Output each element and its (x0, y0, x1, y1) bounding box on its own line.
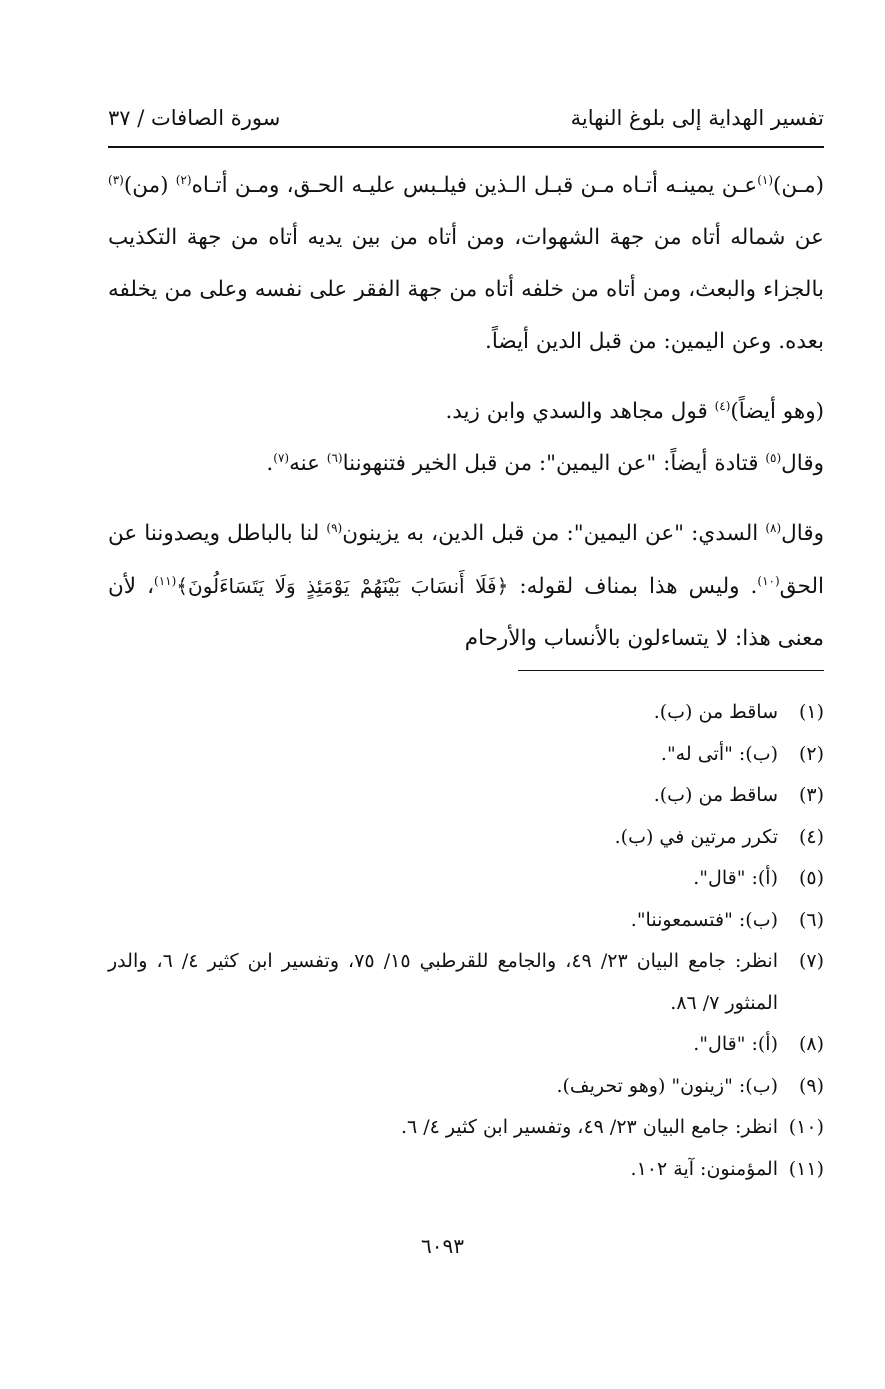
footnote-ref: (١٠) (757, 573, 780, 588)
footnote-number: (٤) (798, 825, 824, 848)
quran-verse: ﴿فَلَا أَنسَابَ بَيْنَهُمْ يَوْمَئِذٍ وَلَا يَتَسَاءَلُونَ﴾ (176, 574, 509, 598)
book-title: تفسير الهداية إلى بلوغ النهاية (570, 106, 824, 130)
footnote-item (108, 775, 824, 817)
footnote-number: (٨) (798, 1033, 824, 1055)
footnote-text: (ب): "أتى له". (660, 742, 778, 765)
footnote-ref: (٩) (326, 520, 343, 535)
paragraph-4 (108, 508, 824, 665)
page-number: ٦٠٩٣ (421, 1234, 464, 1258)
footnote-item (108, 1066, 824, 1108)
footnote-item (108, 941, 824, 1024)
footnote-ref: (٨) (765, 520, 782, 535)
text-run: عنه (289, 451, 327, 476)
footnote-number: (٥) (798, 867, 824, 889)
text-run: لنا بالباطل ويصدوننا عن الحق (108, 521, 824, 599)
footnote-ref: (٦) (326, 450, 343, 465)
paragraph-3 (108, 438, 824, 490)
text-run: قول مجاهد والسدي وابن زيد. (445, 399, 715, 424)
footnote-ref: (٥) (765, 450, 782, 465)
footnote-ref: (١) (757, 172, 774, 187)
footnote-number: (١٠) (788, 1116, 824, 1138)
footnote-item (108, 900, 824, 942)
text-run: . (266, 451, 274, 476)
footnote-text: انظر: جامع البيان ٢٣/ ٤٩، والجامع للقرطبي ١٥/ ٧٥، وتفسير ابن كثير ٤/ ٦، والدر المنثور ٧/ ٨٦. (108, 950, 779, 1014)
footnote-number: (١١) (788, 1157, 824, 1180)
footnote-text: ساقط من (ب). (653, 784, 778, 806)
footnote-text: (ب): "زينون" (وهو تحريف). (556, 1074, 778, 1097)
footnote-ref: (١١) (154, 573, 177, 588)
footnote-ref: (٤) (714, 398, 731, 413)
footnote-number: (٧) (798, 950, 824, 972)
header-rule (108, 146, 824, 148)
footnote-item (108, 692, 824, 734)
footnote-separator (518, 670, 824, 671)
footnote-text: المؤمنون: آية ١٠٢. (630, 1157, 778, 1180)
footnotes-list (108, 692, 824, 1190)
footnote-ref: (٧) (273, 450, 290, 465)
text-run: عـن يمينـه أتـاه مـن قبـل الـذين فيلـبس عليـه الحـق، ومـن أتـاه (191, 173, 758, 198)
text-run: ، لأن معنى هذا: لا يتساءلون بالأنساب والأرحام (108, 574, 824, 651)
text-run: قتادة أيضاً: "عن اليمين": من قبل الخير فتنهوننا (342, 451, 766, 476)
footnote-number: (٩) (798, 1074, 824, 1097)
footnote-text: انظر: جامع البيان ٢٣/ ٤٩، وتفسير ابن كثير ٤/ ٦. (400, 1116, 778, 1138)
footnote-number: (١) (798, 701, 824, 723)
footnote-item (108, 1024, 824, 1066)
text-run: وقال (781, 521, 824, 546)
footnote-item (108, 858, 824, 900)
footnote-item (108, 817, 824, 859)
footnote-number: (٢) (798, 742, 824, 765)
footnote-text: (أ): "قال". (693, 867, 778, 889)
text-run: عن شماله أتاه من جهة الشهوات، ومن أتاه من بين يديه أتاه من جهة التكذيب بالجزاء والبعث، ومن أتاه من خلفه أتاه من جهة الفقر على نفسه وعلى من يخلفه بعده. وعن اليمين: من قبل الدين أيضاً. (108, 225, 824, 354)
text-run: السدي: "عن اليمين": من قبل الدين، به يزينون (342, 521, 766, 546)
footnote-item (108, 734, 824, 776)
footnote-number: (٣) (798, 784, 824, 806)
footnote-text: (أ): "قال". (693, 1033, 778, 1055)
surah-page-label: سورة الصافات / ٣٧ (108, 106, 281, 130)
footnote-item (108, 1149, 824, 1191)
text-run: (وهو أيضاً) (730, 399, 824, 424)
text-run: (مـن) (773, 173, 825, 198)
main-text (108, 160, 824, 665)
text-run: وقال (781, 451, 824, 476)
footnote-text: ساقط من (ب). (653, 701, 778, 723)
text-run: . وليس هذا بمناف لقوله: (508, 574, 758, 599)
paragraph-1 (108, 160, 824, 368)
text-run: (من) (123, 173, 176, 198)
paragraph-2 (108, 386, 824, 438)
footnote-ref: (٢) (175, 172, 192, 187)
footnote-number: (٦) (798, 908, 824, 931)
footnote-text: تكرر مرتين في (ب). (614, 825, 778, 848)
footnote-ref: (٣) (108, 172, 124, 187)
footnote-text: (ب): "فتسمعوننا". (630, 908, 778, 931)
footnote-item (108, 1107, 824, 1149)
running-header (108, 96, 824, 140)
